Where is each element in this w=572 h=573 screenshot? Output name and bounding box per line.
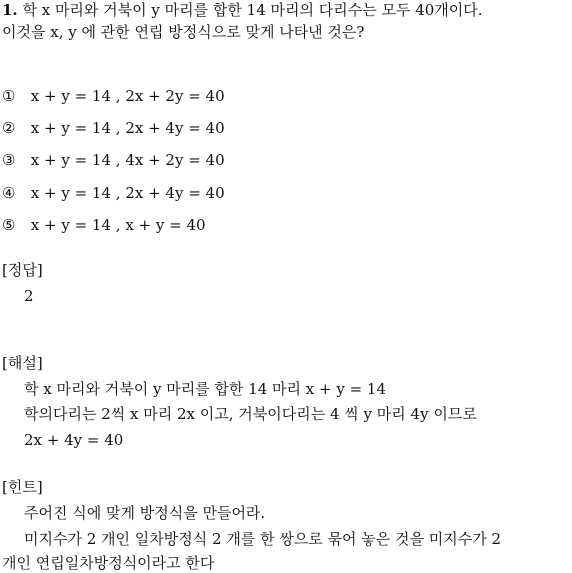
- choice-4[interactable]: [2, 183, 225, 203]
- choice-1[interactable]: [2, 86, 225, 106]
- hint-line-1: 주어진 식에 맞게 방정식을 만들어라.: [24, 504, 266, 522]
- choice-4-mark: ④: [2, 184, 16, 202]
- question-line-1: [2, 0, 483, 20]
- choice-3-text: x + y = 14 , 4x + 2y = 40: [30, 151, 225, 169]
- explanation-heading: [해설]: [2, 354, 43, 372]
- hint-heading: [힌트]: [2, 478, 43, 496]
- choice-3[interactable]: [2, 150, 225, 170]
- explanation-line-3: 2x + 4y = 40: [24, 431, 124, 449]
- choice-5-text: x + y = 14 , x + y = 40: [30, 216, 206, 234]
- choice-1-mark: ①: [2, 87, 16, 105]
- choice-4-text: x + y = 14 , 2x + 4y = 40: [30, 184, 225, 202]
- explanation-line-1: 학 x 마리와 거북이 y 마리를 합한 14 마리 x + y = 14: [24, 380, 387, 398]
- choice-2-text: x + y = 14 , 2x + 4y = 40: [30, 119, 225, 137]
- choice-3-mark: ③: [2, 151, 16, 169]
- question-line-2: 이것을 x, y 에 관한 연립 방정식으로 맞게 나타낸 것은?: [2, 23, 365, 41]
- choice-5[interactable]: [2, 215, 206, 235]
- hint-line-2: 미지수가 2 개인 일차방정식 2 개를 한 쌍으로 묶어 놓은 것을 미지수가 2: [24, 530, 502, 548]
- answer-heading: [정답]: [2, 261, 43, 279]
- answer-value: 2: [24, 287, 34, 305]
- choice-5-mark: ⑤: [2, 216, 16, 234]
- choice-1-text: x + y = 14 , 2x + 2y = 40: [30, 87, 225, 105]
- question-number: 1.: [2, 1, 18, 19]
- hint-line-3: 개인 연립일차방정식이라고 한다: [2, 554, 215, 572]
- choice-2-mark: ②: [2, 119, 16, 137]
- choice-2[interactable]: [2, 118, 225, 138]
- explanation-line-2: 학의다리는 2씩 x 마리 2x 이고, 거북이다리는 4 씩 y 마리 4y 이므로: [24, 405, 477, 423]
- question-text-1: 학 x 마리와 거북이 y 마리를 합한 14 마리의 다리수는 모두 40개이다.: [22, 1, 483, 19]
